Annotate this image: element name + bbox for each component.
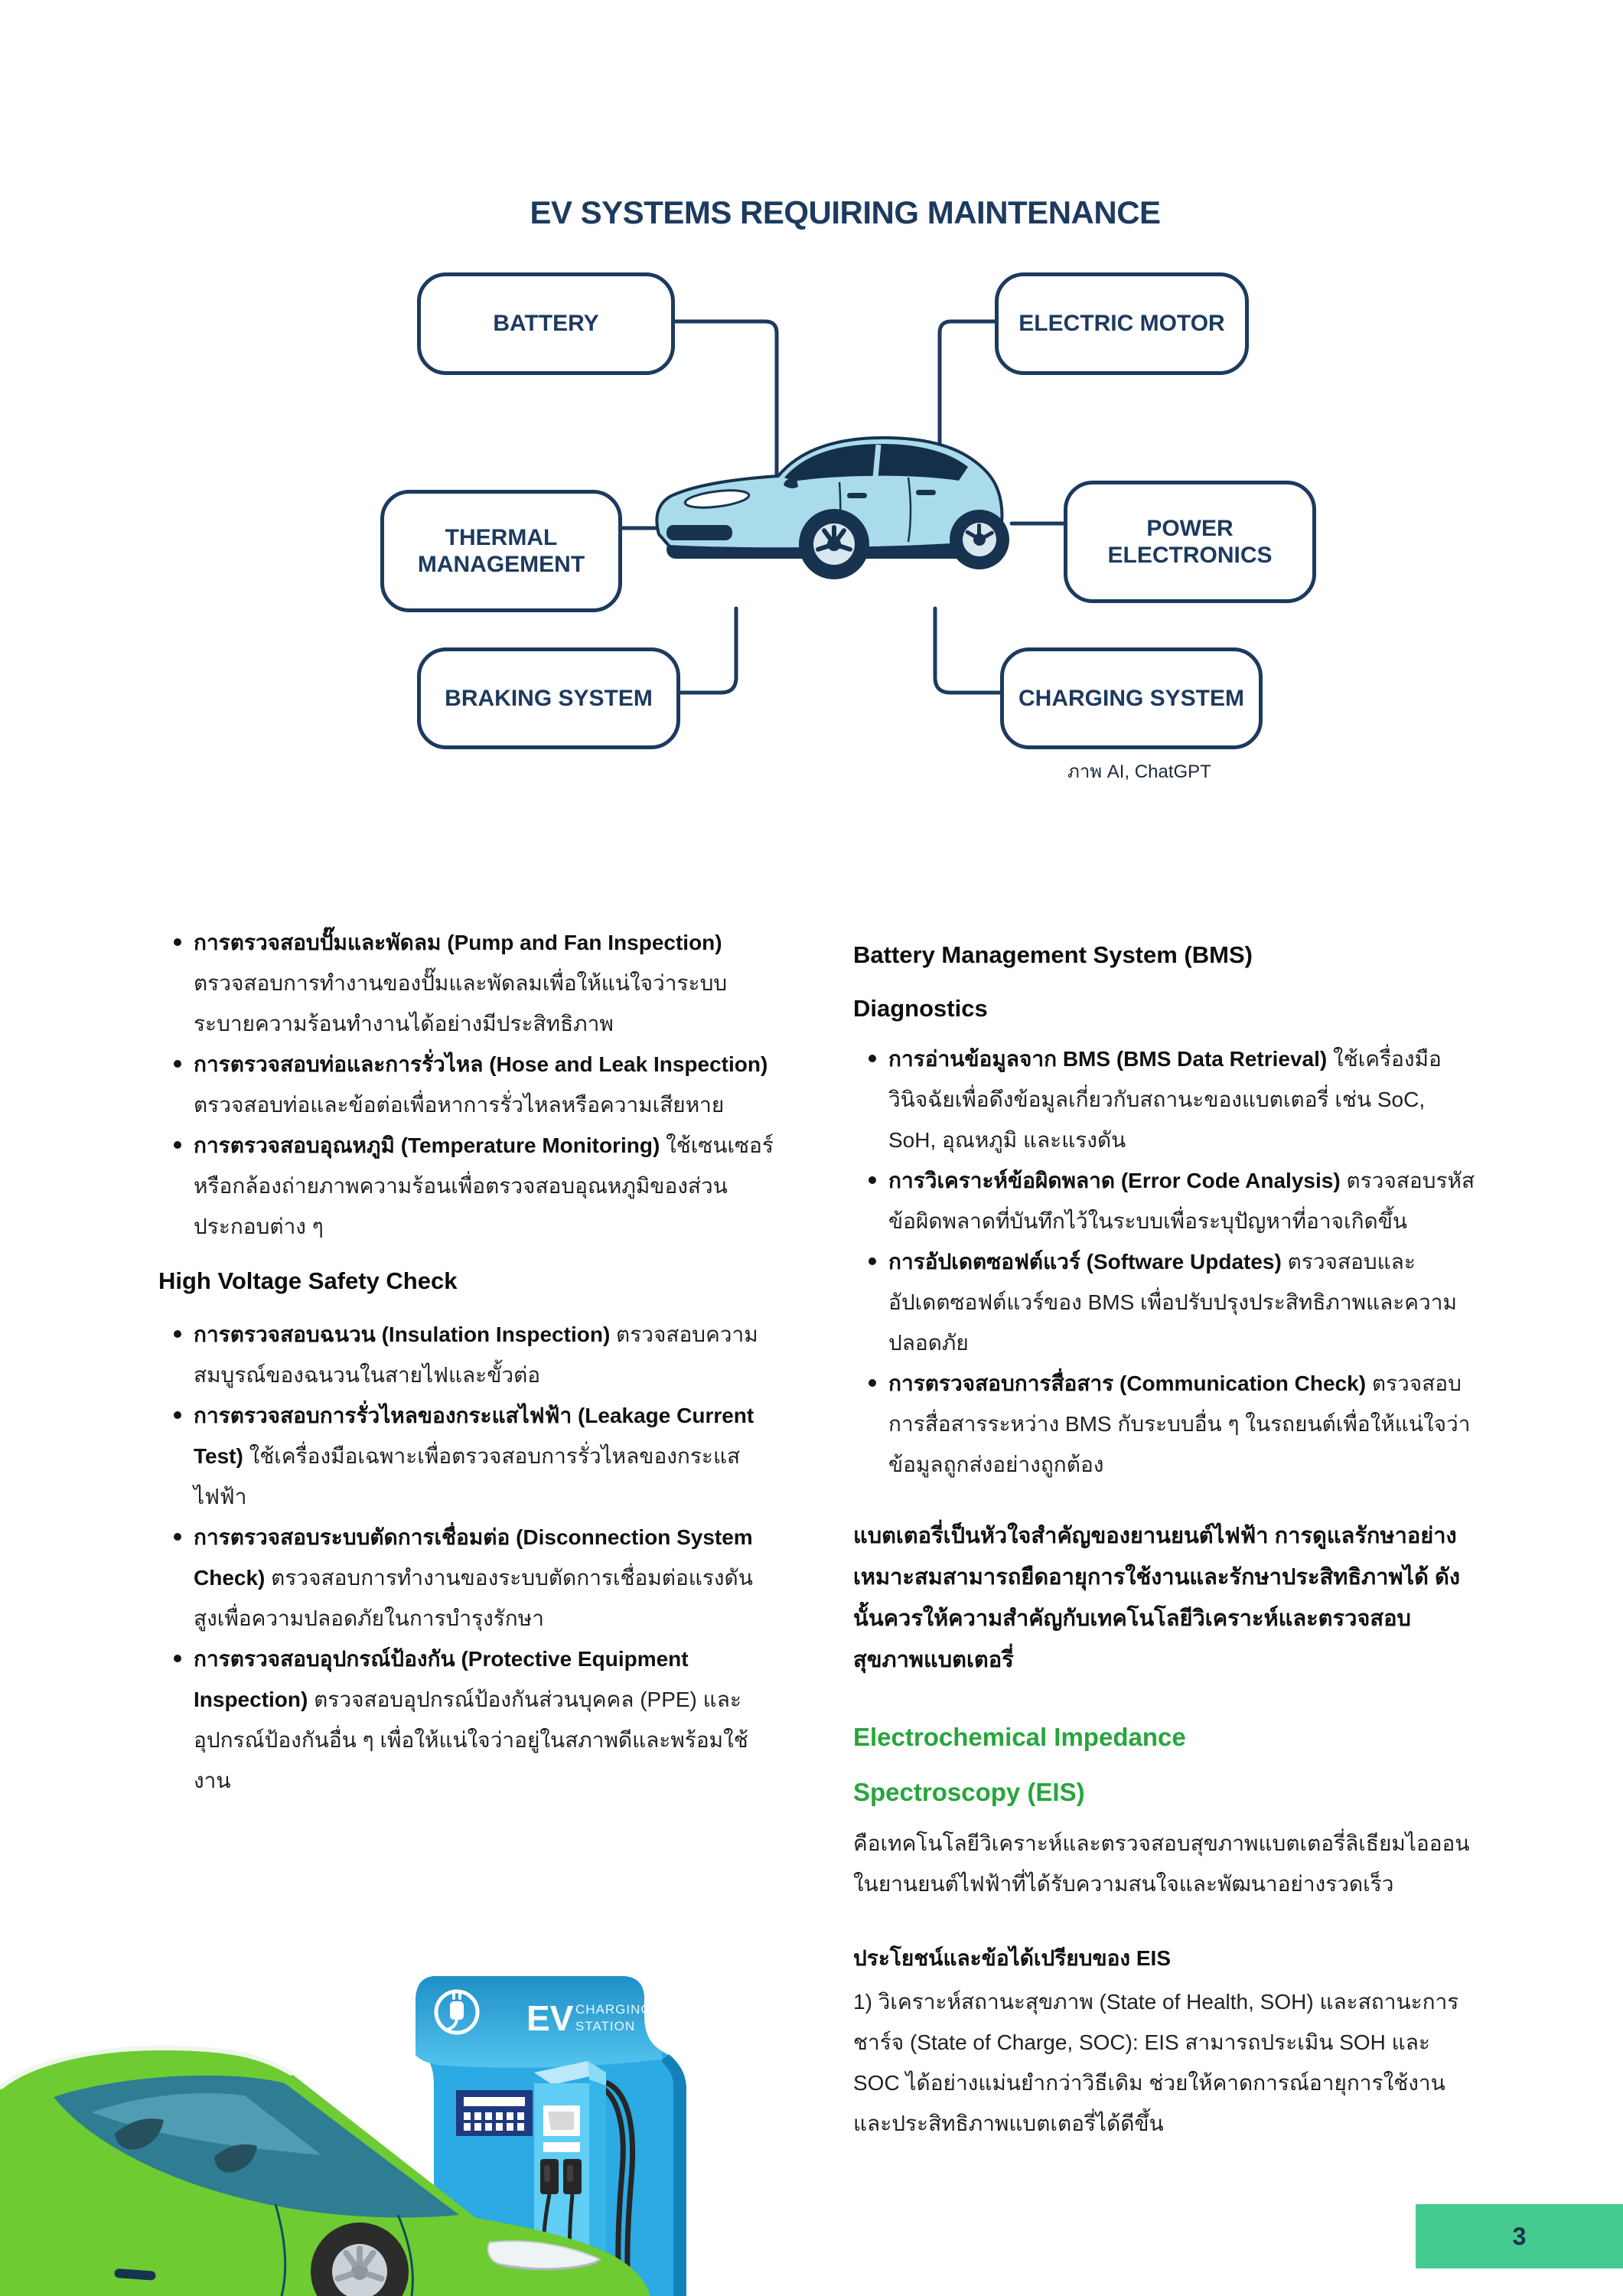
station-charging-text: CHARGING [575,2002,652,2017]
system-box-electric-motor [995,272,1249,375]
list-item [853,1039,1477,1160]
list-item [853,1160,1477,1241]
system-box-braking-system [417,647,680,749]
high-voltage-bullet-list [158,1314,774,1801]
bullet-desc: ตรวจสอบรหัสข้อผิดพลาดที่บันทึกไว้ในระบบเพื่อระบุปัญหาที่อาจเกิดขึ้น [888,1169,1475,1233]
bullet-icon [869,1257,876,1265]
cooling-system-bullet-list [158,922,774,1247]
page-number: 3 [1512,2222,1527,2250]
eis-intro-paragraph: คือเทคโนโลยีวิเคราะห์และตรวจสอบสุขภาพแบตเตอรี่ลิเธียมไอออนในยานยนต์ไฟฟ้าที่ได้รับความสนใจและพัฒนาอย่างรวดเร็ว [853,1831,1470,1896]
high-voltage-heading: High Voltage Safety Check [158,1267,458,1294]
list-item [158,1639,774,1801]
list-item [158,1125,774,1247]
bullet-icon [174,1060,181,1068]
bullet-term: การตรวจสอบระบบตัดการเชื่อมต่อ (Disconnection System Check) [194,1525,753,1590]
list-item [853,1363,1477,1485]
bullet-desc: ตรวจสอบการทำงานของปั๊มและพัดลมเพื่อให้แน่ใจว่าระบบระบายความร้อนทำงานได้อย่างมีประสิทธิภาพ [194,971,728,1035]
system-box-label: CHARGING SYSTEM [1018,685,1245,711]
battery-importance-paragraph: แบตเตอรี่เป็นหัวใจสำคัญของยานยนต์ไฟฟ้า การดูแลรักษาอย่างเหมาะสมสามารถยืดอายุการใช้งานและรักษาประสิทธิภาพได้ ดังนั้นควรให้ความสำคัญกับเทคโนโลยีวิเคราะห์และตรวจสอบสุขภาพแบตเตอรี่ [853,1524,1461,1672]
station-brand-text: EV [526,1998,574,2038]
eis-benefits-heading: ประโยชน์และข้อได้เปรียบของ EIS [853,1946,1172,1970]
rear-wheel-icon [950,510,1009,569]
bullet-term: การวิเคราะห์ข้อผิดพลาด (Error Code Analysis) [888,1169,1341,1192]
list-item [158,922,774,1044]
left-text-column [158,922,774,1801]
system-box-label: BRAKING SYSTEM [445,685,653,711]
bullet-desc: ตรวจสอบความสมบูรณ์ของฉนวนในสายไฟและขั้วต่อ [194,1322,758,1387]
front-wheel-icon [799,509,869,579]
bullet-term: การอัปเดตซอฟต์แวร์ (Software Updates) [888,1250,1282,1274]
bullet-icon [174,938,181,946]
bullet-desc: ตรวจสอบอุปกรณ์ป้องกันส่วนบุคคล (PPE) และอุปกรณ์ป้องกันอื่น ๆ เพื่อให้แน่ใจว่าอยู่ในสภาพดีและพร้อมใช้งาน [194,1688,748,1792]
list-item [158,1395,774,1517]
ev-car-illustration [647,419,1020,589]
right-text-column [853,928,1477,2144]
system-box-label: BATTERY [493,311,599,337]
system-box-thermal-management [380,490,622,612]
bullet-icon [869,1055,876,1062]
bullet-term: การตรวจสอบอุปกรณ์ป้องกัน (Protective Equipment Inspection) [194,1647,689,1711]
eis-section-heading: Electrochemical Impedance Spectroscopy (EIS) [853,1723,1186,1806]
system-box-charging-system [1000,647,1263,749]
bullet-icon [869,1379,876,1387]
station-station-text: STATION [575,2019,636,2033]
bullet-term: การตรวจสอบอุณหภูมิ (Temperature Monitoring) [194,1133,660,1157]
system-box-power-electronics [1064,481,1316,603]
bullet-desc: ตรวจสอบการทำงานของระบบตัดการเชื่อมต่อแรงดันสูงเพื่อความปลอดภัยในการบำรุงรักษา [194,1566,753,1630]
bullet-term: การตรวจสอบฉนวน (Insulation Inspection) [194,1322,611,1346]
bullet-icon [174,1533,181,1541]
bullet-icon [174,1655,181,1662]
bullet-desc: ตรวจสอบการสื่อสารระหว่าง BMS กับระบบอื่น ๆ ในรถยนต์เพื่อให้แน่ใจว่าข้อมูลถูกส่งอย่างถูกต้อง [888,1371,1471,1476]
bullet-desc: ใช้เครื่องมือวินิจฉัยเพื่อดึงข้อมูลเกี่ยวกับสถานะของแบตเตอรี่ เช่น SoC, SoH, อุณหภูมิ และแรงดัน [888,1047,1442,1152]
infographic-title: EV SYSTEMS REQUIRING MAINTENANCE [530,194,1161,230]
system-box-battery [417,272,675,375]
bullet-term: การตรวจสอบปั๊มและพัดลม (Pump and Fan Inspection) [194,931,722,954]
bullet-term: การตรวจสอบการสื่อสาร (Communication Check) [888,1371,1367,1395]
eis-benefit-paragraph: 1) วิเคราะห์สถานะสุขภาพ (State of Health, SOH) และสถานะการชาร์จ (State of Charge, SOC): EIS สามารถประเมิน SOH และ SOC ได้อย่างแม่นยำกว่าวิธีเดิม ช่วยให้คาดการณ์อายุการใช้งานและประสิทธิภาพแบตเตอรี่ได้ดีขึ้น [853,1990,1459,2135]
bms-diagnostics-heading: Battery Management System (BMS) Diagnostics [853,941,1253,1022]
bullet-desc: ตรวจสอบท่อและข้อต่อเพื่อหาการรั่วไหลหรือความเสียหาย [194,1093,725,1117]
bms-bullet-list [853,1039,1477,1485]
bullet-desc: ใช้เซนเซอร์หรือกล้องถ่ายภาพความร้อนเพื่อตรวจสอบอุณหภูมิของส่วนประกอบต่าง ๆ [194,1133,774,1238]
bullet-term: การอ่านข้อมูลจาก BMS (BMS Data Retrieval) [888,1047,1328,1071]
bullet-term: การตรวจสอบท่อและการรั่วไหล (Hose and Leak Inspection) [194,1052,768,1076]
bullet-icon [174,1141,181,1149]
bullet-desc: ตรวจสอบและอัปเดตซอฟต์แวร์ของ BMS เพื่อปรับปรุงประสิทธิภาพและความปลอดภัย [888,1250,1457,1355]
green-car-illustration [0,2042,689,2296]
bullet-desc: ใช้เครื่องมือเฉพาะเพื่อตรวจสอบการรั่วไหลของกระแสไฟฟ้า [194,1444,741,1508]
list-item [853,1241,1477,1363]
bullet-term: การตรวจสอบการรั่วไหลของกระแสไฟฟ้า (Leakage Current Test) [194,1404,754,1468]
system-box-label: ELECTRIC MOTOR [1018,311,1225,337]
page-number-bar [1416,2204,1623,2268]
bullet-icon [869,1176,876,1184]
list-item [158,1517,774,1639]
image-credit-caption: ภาพ AI, ChatGPT [1067,762,1211,782]
system-box-label: POWER ELECTRONICS [1107,515,1273,568]
list-item [158,1314,774,1395]
system-box-label: THERMAL MANAGEMENT [417,524,585,577]
ev-maintenance-infographic [380,184,1310,842]
bullet-icon [174,1330,181,1338]
bullet-icon [174,1411,181,1419]
list-item [158,1044,774,1125]
